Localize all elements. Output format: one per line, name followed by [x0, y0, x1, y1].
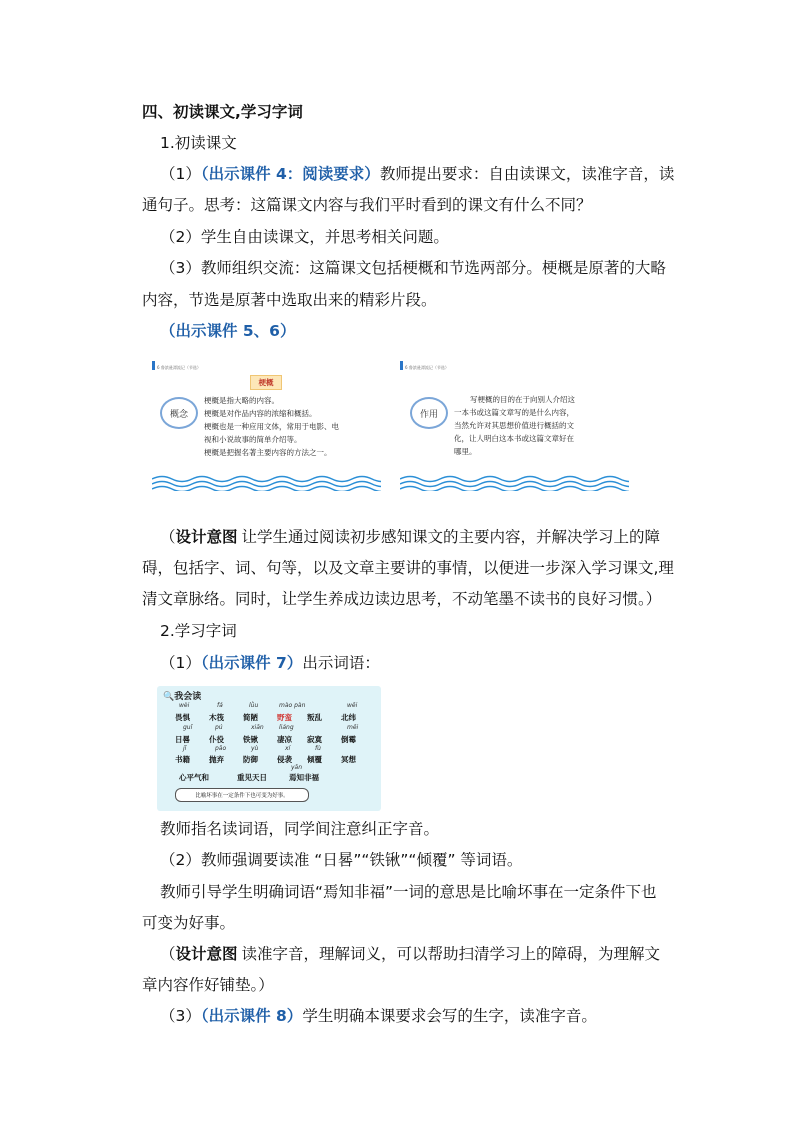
paragraph: （2）学生自由读课文，并思考相关问题。 [160, 228, 449, 246]
vocab-word: 北纬 [341, 713, 356, 722]
meaning-tooltip: 比喻坏事在一定条件下也可变为好事。 [175, 788, 309, 802]
design-label: 设计意图 [175, 528, 238, 546]
courseware-tag: （出示课件 8） [200, 1007, 303, 1025]
slide-tag: 梗概 [250, 375, 282, 390]
pinyin: lǜu [249, 702, 259, 709]
slide-line: 梗概是指大略的内容。 [204, 396, 279, 405]
design-intent: （设计意图 读准字音，理解词义，可以帮助扫清学习上的障碍，为理解文 [160, 945, 661, 963]
vocab-word: 野蛮 [277, 713, 292, 722]
vocab-word: 木筏 [209, 713, 224, 722]
slide-thumbnail-purpose [400, 361, 629, 491]
slide-text [454, 393, 575, 458]
slide-line: 哪里。 [454, 447, 477, 456]
slide-line: 一本书或这篇文章写的是什么内容， [454, 408, 574, 417]
courseware-tag: （出示课件 7） [200, 654, 303, 672]
slide-line: 梗概是对作品内容的浓缩和概括。 [204, 409, 317, 418]
pinyin: yān [291, 764, 303, 771]
paragraph-text: 出示词语： [302, 654, 380, 672]
vocab-word: 仆役 [209, 735, 224, 744]
card-title: 🔍我会读 [163, 692, 202, 702]
design-text: 章内容作好铺垫。） [142, 976, 274, 994]
slide-text [204, 394, 339, 459]
vocab-word: 叛乱 [307, 713, 322, 722]
slide-line: 化，让人明白这本书或这篇文章好在 [454, 434, 574, 443]
pinyin: guǐ [183, 724, 193, 731]
purpose-circle: 作用 [410, 397, 448, 429]
design-text: 让学生通过阅读初步感知课文的主要内容，并解决学习上的障 [241, 528, 661, 546]
slide-header: 6 鲁滨逊漂流记（节选） [405, 365, 449, 370]
paragraph-text: 通句子。思考：这篇课文内容与我们平时看到的课文有什么不同？ [142, 196, 592, 214]
slide-accent [400, 361, 403, 370]
magnifier-icon: 🔍 [163, 692, 175, 702]
slide-line: 梗概是把握名著主要内容的方法之一。 [204, 448, 332, 457]
paragraph: （3）教师组织交流：这篇课文包括梗概和节选两部分。梗概是原著的大略 [160, 259, 666, 277]
courseware-tag: （出示课件 5、6） [160, 322, 296, 340]
slide-thumbnail-concept [152, 361, 381, 491]
vocab-word: 铁锹 [243, 735, 258, 744]
vocab-idiom: 重见天日 [237, 773, 267, 782]
slide-line: 梗概也是一种应用文体，常用于电影、电 [204, 422, 339, 431]
pinyin: xiān [251, 724, 264, 731]
slide-line: 当然允许对其思想价值进行概括的文 [454, 421, 574, 430]
pinyin: mēi [347, 724, 359, 731]
item-number: （3） [160, 1007, 201, 1025]
vocab-word: 书籍 [175, 755, 190, 764]
paragraph [160, 652, 380, 674]
paragraph: 教师引导学生明确词语“焉知非福”一词的意思是比喻坏事在一定条件下也 [160, 883, 657, 901]
paragraph [160, 1005, 597, 1027]
design-text: 碍，包括字、词、句等，以及文章主要讲的事情，以便进一步深入学习课文,理 [142, 559, 674, 577]
pinyin: pāo [215, 745, 227, 752]
pinyin: mào pàn [279, 702, 306, 709]
paragraph [160, 163, 674, 185]
wave-decoration [400, 473, 629, 491]
vocab-word: 抛弃 [209, 755, 224, 764]
design-text: 清文章脉络。同时，让学生养成边读边思考，不动笔墨不读书的良好习惯。） [142, 590, 662, 608]
vocabulary-card [157, 686, 381, 811]
pinyin: fá [217, 702, 223, 709]
vocab-word: 日晷 [175, 735, 190, 744]
vocab-word: 凄凉 [277, 735, 292, 744]
paragraph-text: 可变为好事。 [142, 914, 236, 932]
paragraph-text: 学生明确本课要求会写的生字，读准字音。 [302, 1007, 597, 1025]
pinyin: yù [251, 745, 259, 752]
slide-line: 视和小说故事的简单介绍等。 [204, 435, 302, 444]
vocab-word: 冥想 [341, 755, 356, 764]
slide-line: 写梗概的目的在于向别人介绍这 [470, 395, 575, 404]
subsection-title: 1.初读课文 [160, 134, 237, 152]
vocab-word: 倾覆 [307, 755, 322, 764]
pinyin: pú [215, 724, 223, 731]
item-number: （1） [160, 165, 201, 183]
slide-accent [152, 361, 155, 370]
subsection-title: 2.学习字词 [160, 622, 237, 640]
courseware-tag: （出示课件 4：阅读要求） [200, 165, 380, 183]
paragraph: 教师指名读词语，同学间注意纠正字音。 [160, 820, 440, 838]
paragraph-text: 教师提出要求：自由读课文，读准字音，读 [379, 165, 675, 183]
design-intent: （设计意图 让学生通过阅读初步感知课文的主要内容，并解决学习上的障 [160, 528, 661, 546]
vocab-word: 侵袭 [277, 755, 292, 764]
pinyin: wèi [179, 702, 190, 709]
vocab-word: 倒霉 [341, 735, 356, 744]
vocab-word: 畏惧 [175, 713, 190, 722]
concept-circle: 概念 [160, 397, 198, 429]
pinyin: fù [315, 745, 321, 752]
pinyin: xí [285, 745, 291, 752]
slide-header: 6 鲁滨逊漂流记（节选） [157, 365, 201, 370]
vocab-word: 寂寞 [307, 735, 322, 744]
section-title: 四、初读课文,学习字词 [142, 103, 303, 121]
design-label: 设计意图 [175, 945, 238, 963]
vocab-word: 简陋 [243, 713, 258, 722]
vocab-idiom: 焉知非福 [289, 773, 319, 782]
vocab-word: 防御 [243, 755, 258, 764]
paragraph: （2）教师强调要读准 “日晷”“铁锹”“倾覆” 等词语。 [160, 851, 523, 869]
item-number: （1） [160, 654, 201, 672]
pinyin: liáng [279, 724, 294, 731]
design-text: 读准字音，理解词义，可以帮助扫清学习上的障碍，为理解文 [241, 945, 661, 963]
wave-decoration [152, 473, 381, 491]
paragraph-text: 内容，节选是原著中选取出来的精彩片段。 [142, 291, 437, 309]
vocab-idiom: 心平气和 [179, 773, 209, 782]
pinyin: jǐ [183, 745, 187, 752]
pinyin: wēi [347, 702, 358, 709]
